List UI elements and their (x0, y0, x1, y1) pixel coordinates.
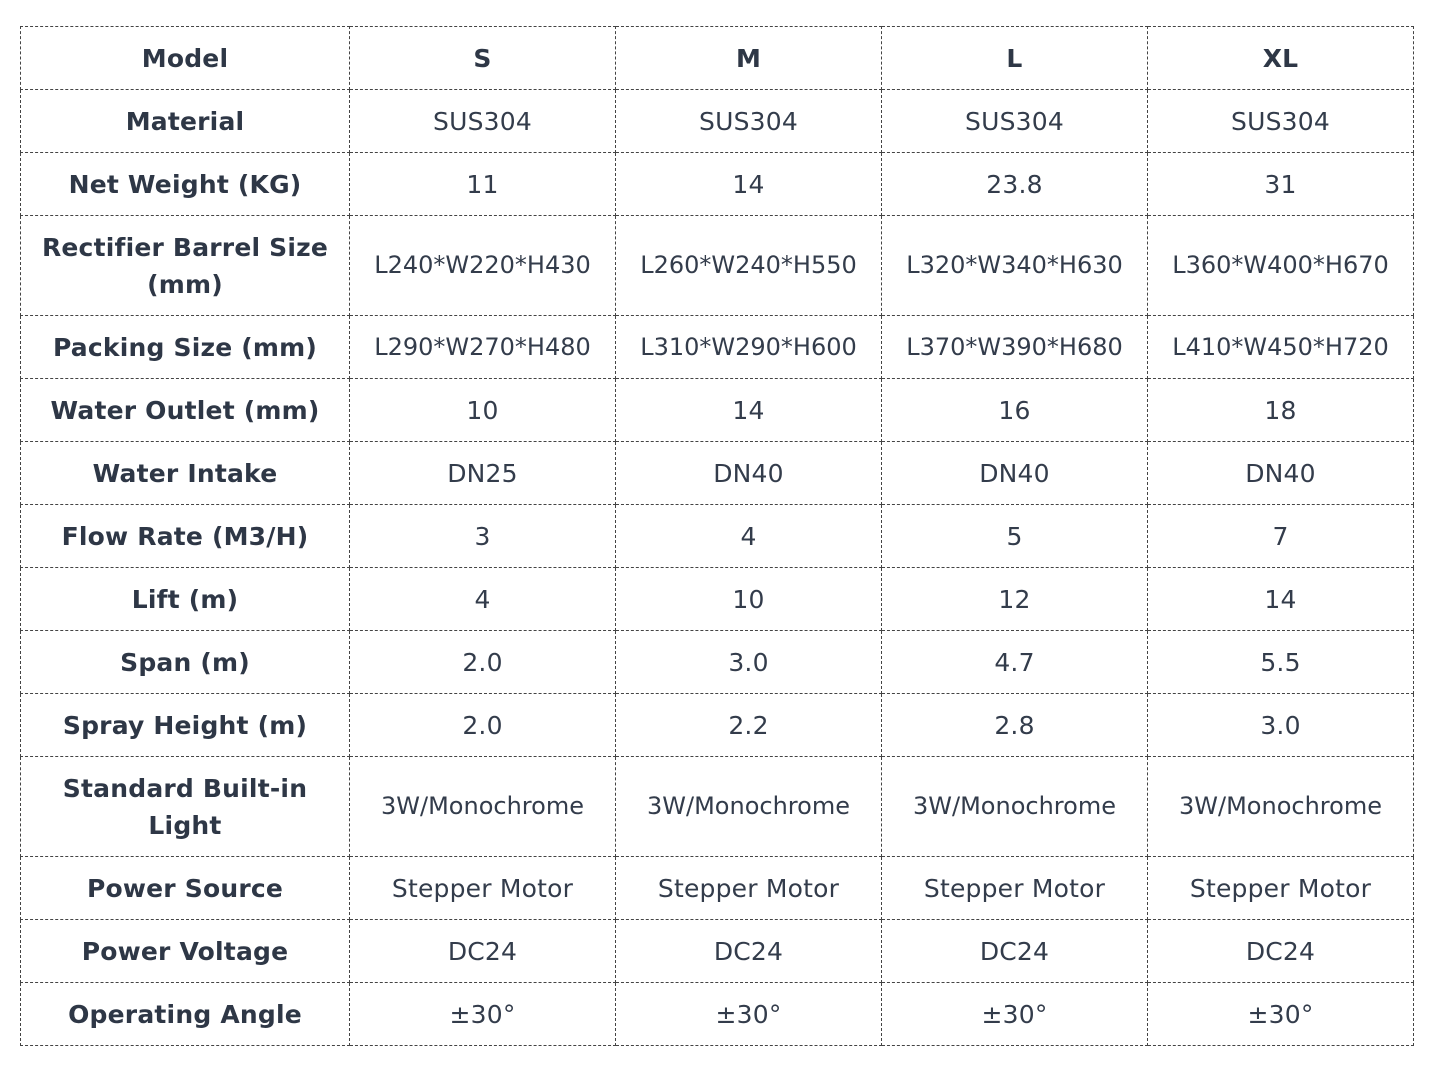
table-cell: Stepper Motor (350, 857, 616, 920)
row-label: Water Intake (21, 442, 350, 505)
table-row (21, 568, 1414, 631)
header-model-cell: S (350, 27, 616, 90)
spec-table-container (20, 26, 1413, 1046)
table-cell: L310*W290*H600 (616, 316, 882, 379)
table-cell: L290*W270*H480 (350, 316, 616, 379)
table-row (21, 90, 1414, 153)
table-cell: ±30° (616, 983, 882, 1046)
table-row (21, 631, 1414, 694)
table-row (21, 920, 1414, 983)
table-cell: DN25 (350, 442, 616, 505)
table-cell: 2.0 (350, 631, 616, 694)
row-label: Standard Built-in Light (21, 757, 350, 857)
table-row (21, 316, 1414, 379)
table-cell: Stepper Motor (616, 857, 882, 920)
table-cell: SUS304 (350, 90, 616, 153)
header-label-cell: Model (21, 27, 350, 90)
row-label: Power Voltage (21, 920, 350, 983)
table-cell: SUS304 (1148, 90, 1414, 153)
table-cell: L370*W390*H680 (882, 316, 1148, 379)
table-cell: 14 (616, 379, 882, 442)
table-cell: 3W/Monochrome (350, 757, 616, 857)
row-label: Packing Size (mm) (21, 316, 350, 379)
table-cell: SUS304 (616, 90, 882, 153)
table-cell: 3W/Monochrome (882, 757, 1148, 857)
table-cell: SUS304 (882, 90, 1148, 153)
table-cell: 12 (882, 568, 1148, 631)
table-header-row (21, 27, 1414, 90)
table-cell: 31 (1148, 153, 1414, 216)
table-cell: ±30° (882, 983, 1148, 1046)
table-cell: 2.2 (616, 694, 882, 757)
table-cell: DC24 (882, 920, 1148, 983)
row-label: Flow Rate (M3/H) (21, 505, 350, 568)
table-cell: 11 (350, 153, 616, 216)
table-cell: 5.5 (1148, 631, 1414, 694)
table-cell: 3.0 (616, 631, 882, 694)
table-cell: DC24 (616, 920, 882, 983)
table-cell: Stepper Motor (882, 857, 1148, 920)
row-label: Lift (m) (21, 568, 350, 631)
table-cell: 10 (616, 568, 882, 631)
table-cell: 2.8 (882, 694, 1148, 757)
table-cell: DN40 (616, 442, 882, 505)
table-cell: 5 (882, 505, 1148, 568)
table-row (21, 983, 1414, 1046)
table-cell: L240*W220*H430 (350, 216, 616, 316)
table-cell: 4 (350, 568, 616, 631)
header-model-cell: M (616, 27, 882, 90)
table-cell: L320*W340*H630 (882, 216, 1148, 316)
table-row (21, 216, 1414, 316)
table-cell: ±30° (350, 983, 616, 1046)
table-row (21, 153, 1414, 216)
table-cell: DC24 (350, 920, 616, 983)
row-label: Material (21, 90, 350, 153)
table-cell: 3 (350, 505, 616, 568)
table-cell: 16 (882, 379, 1148, 442)
row-label: Water Outlet (mm) (21, 379, 350, 442)
table-cell: ±30° (1148, 983, 1414, 1046)
table-cell: DN40 (882, 442, 1148, 505)
table-cell: 3.0 (1148, 694, 1414, 757)
table-cell: L360*W400*H670 (1148, 216, 1414, 316)
table-cell: 18 (1148, 379, 1414, 442)
table-cell: 3W/Monochrome (616, 757, 882, 857)
header-model-cell: L (882, 27, 1148, 90)
table-row (21, 857, 1414, 920)
header-model-cell: XL (1148, 27, 1414, 90)
table-cell: DC24 (1148, 920, 1414, 983)
table-cell: 7 (1148, 505, 1414, 568)
row-label: Rectifier Barrel Size (mm) (21, 216, 350, 316)
table-row (21, 379, 1414, 442)
row-label: Spray Height (m) (21, 694, 350, 757)
table-cell: L260*W240*H550 (616, 216, 882, 316)
table-cell: 4.7 (882, 631, 1148, 694)
table-cell: 10 (350, 379, 616, 442)
row-label: Operating Angle (21, 983, 350, 1046)
table-row (21, 757, 1414, 857)
table-cell: L410*W450*H720 (1148, 316, 1414, 379)
table-cell: Stepper Motor (1148, 857, 1414, 920)
table-cell: 3W/Monochrome (1148, 757, 1414, 857)
table-cell: 23.8 (882, 153, 1148, 216)
table-cell: 14 (1148, 568, 1414, 631)
row-label: Power Source (21, 857, 350, 920)
row-label: Net Weight (KG) (21, 153, 350, 216)
table-cell: 2.0 (350, 694, 616, 757)
table-row (21, 505, 1414, 568)
table-row (21, 442, 1414, 505)
table-cell: 14 (616, 153, 882, 216)
row-label: Span (m) (21, 631, 350, 694)
spec-table (20, 26, 1414, 1046)
table-row (21, 694, 1414, 757)
table-cell: DN40 (1148, 442, 1414, 505)
table-cell: 4 (616, 505, 882, 568)
